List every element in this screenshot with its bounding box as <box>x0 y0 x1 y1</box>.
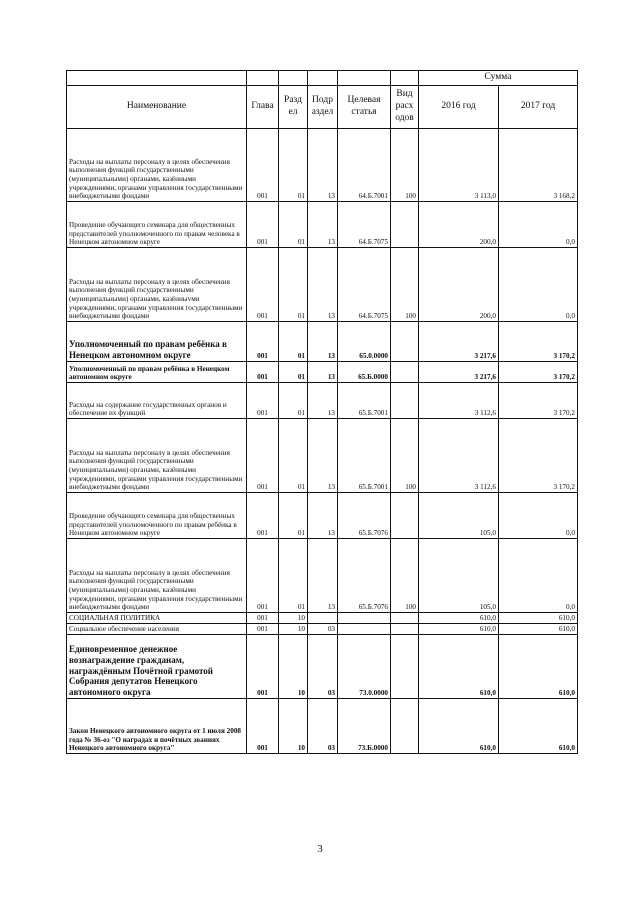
row-2017: 3 170,2 <box>499 419 578 493</box>
row-2016: 610,0 <box>419 635 499 699</box>
table-row <box>67 635 578 699</box>
row-2017: 610,0 <box>499 635 578 699</box>
row-2016: 200,0 <box>419 202 499 248</box>
row-podrazdel: 13 <box>308 383 338 419</box>
row-glava: 001 <box>247 419 279 493</box>
row-name: Расходы на содержание государственных органов и обеспечение их функций <box>67 383 247 419</box>
row-name: Единовременное денежное вознаграждение гражданам, награждённым Почётной грамотой Собрания депутатов Ненецкого автономного округа <box>67 635 247 699</box>
row-glava: 001 <box>247 129 279 202</box>
row-vid <box>391 383 419 419</box>
row-2017: 610,0 <box>499 624 578 635</box>
row-glava: 001 <box>247 322 279 362</box>
table-row <box>67 362 578 383</box>
row-target: 65.Б.7076 <box>338 493 391 539</box>
table-body <box>67 129 578 754</box>
row-razdel: 10 <box>279 635 308 699</box>
row-2017: 610,0 <box>499 613 578 624</box>
row-vid <box>391 699 419 754</box>
row-2017: 3 170,2 <box>499 383 578 419</box>
row-podrazdel: 13 <box>308 539 338 613</box>
row-vid <box>391 493 419 539</box>
row-vid: 100 <box>391 539 419 613</box>
row-2016: 610,0 <box>419 613 499 624</box>
row-target: 65.Б.7076 <box>338 539 391 613</box>
row-name: Расходы на выплаты персоналу в целях обеспечения выполнения функций государственными (муниципальными) органами, казёнными учреждениями, органами управления государственными внебюджетными фондами <box>67 129 247 202</box>
row-target: 65.Б.0000 <box>338 362 391 383</box>
row-2016: 610,0 <box>419 699 499 754</box>
row-name: Проведение обучающего семинара для общественных представителей уполномоченного по правам человека в Ненецком автономном округе <box>67 202 247 248</box>
row-vid <box>391 202 419 248</box>
budget-table <box>66 70 578 754</box>
row-2017: 0,0 <box>499 202 578 248</box>
row-target: 73.0.0000 <box>338 635 391 699</box>
row-target <box>338 613 391 624</box>
row-2016: 3 217,6 <box>419 362 499 383</box>
table-row <box>67 624 578 635</box>
row-2017: 3 170,2 <box>499 322 578 362</box>
row-podrazdel: 13 <box>308 362 338 383</box>
row-name: Уполномоченный по правам ребёнка в Ненецком автономном округе <box>67 362 247 383</box>
table-row <box>67 322 578 362</box>
table-row <box>67 699 578 754</box>
row-2016: 105,0 <box>419 539 499 613</box>
header-year-2016: 2016 год <box>419 86 499 129</box>
table-row <box>67 539 578 613</box>
header-podrazdel: Подр аздел <box>308 86 338 129</box>
row-vid: 100 <box>391 129 419 202</box>
row-target: 65.Б.7001 <box>338 383 391 419</box>
row-vid <box>391 613 419 624</box>
row-target: 64.Б.7001 <box>338 129 391 202</box>
row-name: СОЦИАЛЬНАЯ ПОЛИТИКА <box>67 613 247 624</box>
row-razdel: 01 <box>279 202 308 248</box>
row-name: Расходы на выплаты персоналу в целях обеспечения выполнения функций государственными (муниципальными) органами, казёнными учреждениями, органами управления государственными внебюджетными фондами <box>67 419 247 493</box>
row-2016: 3 217,6 <box>419 322 499 362</box>
table-row <box>67 129 578 202</box>
row-glava: 001 <box>247 613 279 624</box>
row-vid <box>391 362 419 383</box>
row-2016: 3 113,0 <box>419 129 499 202</box>
row-vid <box>391 635 419 699</box>
row-name: Проведение обучающего семинара для общественных представителей уполномоченного по правам ребёнка в Ненецком автономном округе <box>67 493 247 539</box>
row-razdel: 10 <box>279 613 308 624</box>
row-podrazdel <box>308 613 338 624</box>
row-2017: 0,0 <box>499 493 578 539</box>
row-razdel: 01 <box>279 493 308 539</box>
row-target: 73.Б.0000 <box>338 699 391 754</box>
row-razdel: 10 <box>279 624 308 635</box>
table-row <box>67 493 578 539</box>
row-razdel: 01 <box>279 362 308 383</box>
header-target: Целевая статья <box>338 86 391 129</box>
row-2016: 200,0 <box>419 248 499 322</box>
row-podrazdel: 03 <box>308 624 338 635</box>
header-razdel: Разд ел <box>279 86 308 129</box>
row-vid <box>391 624 419 635</box>
header-glava: Глава <box>247 86 279 129</box>
row-target: 65.0.0000 <box>338 322 391 362</box>
header-summa: Сумма <box>419 71 578 86</box>
header-name: Наименование <box>67 86 247 129</box>
row-2017: 3 168,2 <box>499 129 578 202</box>
row-podrazdel: 13 <box>308 202 338 248</box>
row-glava: 001 <box>247 635 279 699</box>
row-2016: 105,0 <box>419 493 499 539</box>
row-name: Уполномоченный по правам ребёнка в Ненецком автономном округе <box>67 322 247 362</box>
row-2017: 3 170,2 <box>499 362 578 383</box>
row-razdel: 10 <box>279 699 308 754</box>
table-row <box>67 613 578 624</box>
row-vid: 100 <box>391 248 419 322</box>
row-glava: 001 <box>247 362 279 383</box>
row-target <box>338 624 391 635</box>
row-vid: 100 <box>391 419 419 493</box>
row-razdel: 01 <box>279 322 308 362</box>
row-2016: 610,0 <box>419 624 499 635</box>
row-razdel: 01 <box>279 419 308 493</box>
row-podrazdel: 13 <box>308 129 338 202</box>
row-glava: 001 <box>247 539 279 613</box>
row-podrazdel: 13 <box>308 493 338 539</box>
table-row <box>67 202 578 248</box>
row-name: Закон Ненецкого автономного округа от 1 июля 2008 года № 36-оз "О наградах и почётных званиях Ненецкого автономного округа" <box>67 699 247 754</box>
row-podrazdel: 13 <box>308 419 338 493</box>
row-2016: 3 112,6 <box>419 383 499 419</box>
row-razdel: 01 <box>279 383 308 419</box>
page-number: 3 <box>317 843 323 855</box>
header-vid: Вид расх одов <box>391 86 419 129</box>
row-target: 64.Б.7075 <box>338 248 391 322</box>
table-row <box>67 383 578 419</box>
row-glava: 001 <box>247 699 279 754</box>
header-spacer <box>67 71 247 86</box>
row-glava: 001 <box>247 624 279 635</box>
row-vid <box>391 322 419 362</box>
row-podrazdel: 13 <box>308 322 338 362</box>
row-target: 64.Б.7075 <box>338 202 391 248</box>
row-name: Социальное обеспечение населения <box>67 624 247 635</box>
header-year-2017: 2017 год <box>499 86 578 129</box>
row-razdel: 01 <box>279 248 308 322</box>
row-2016: 3 112,6 <box>419 419 499 493</box>
table-row <box>67 248 578 322</box>
row-podrazdel: 03 <box>308 635 338 699</box>
row-razdel: 01 <box>279 539 308 613</box>
row-2017: 0,0 <box>499 539 578 613</box>
row-name: Расходы на выплаты персоналу в целях обеспечения выполнения функций государственными (муниципальными) органами, казённыvми учреждениями, органами управления государственными внебюджетными фондами <box>67 248 247 322</box>
row-2017: 0,0 <box>499 248 578 322</box>
row-podrazdel: 13 <box>308 248 338 322</box>
table-row <box>67 419 578 493</box>
row-razdel: 01 <box>279 129 308 202</box>
row-2017: 610,0 <box>499 699 578 754</box>
row-podrazdel: 03 <box>308 699 338 754</box>
row-glava: 001 <box>247 493 279 539</box>
row-name: Расходы на выплаты персоналу в целях обеспечения выполнения функций государственными (муниципальными) органами, казёнными учреждениями, органами управления государственными внебюджетными фондами <box>67 539 247 613</box>
row-glava: 001 <box>247 383 279 419</box>
row-glava: 001 <box>247 202 279 248</box>
row-glava: 001 <box>247 248 279 322</box>
row-target: 65.Б.7001 <box>338 419 391 493</box>
